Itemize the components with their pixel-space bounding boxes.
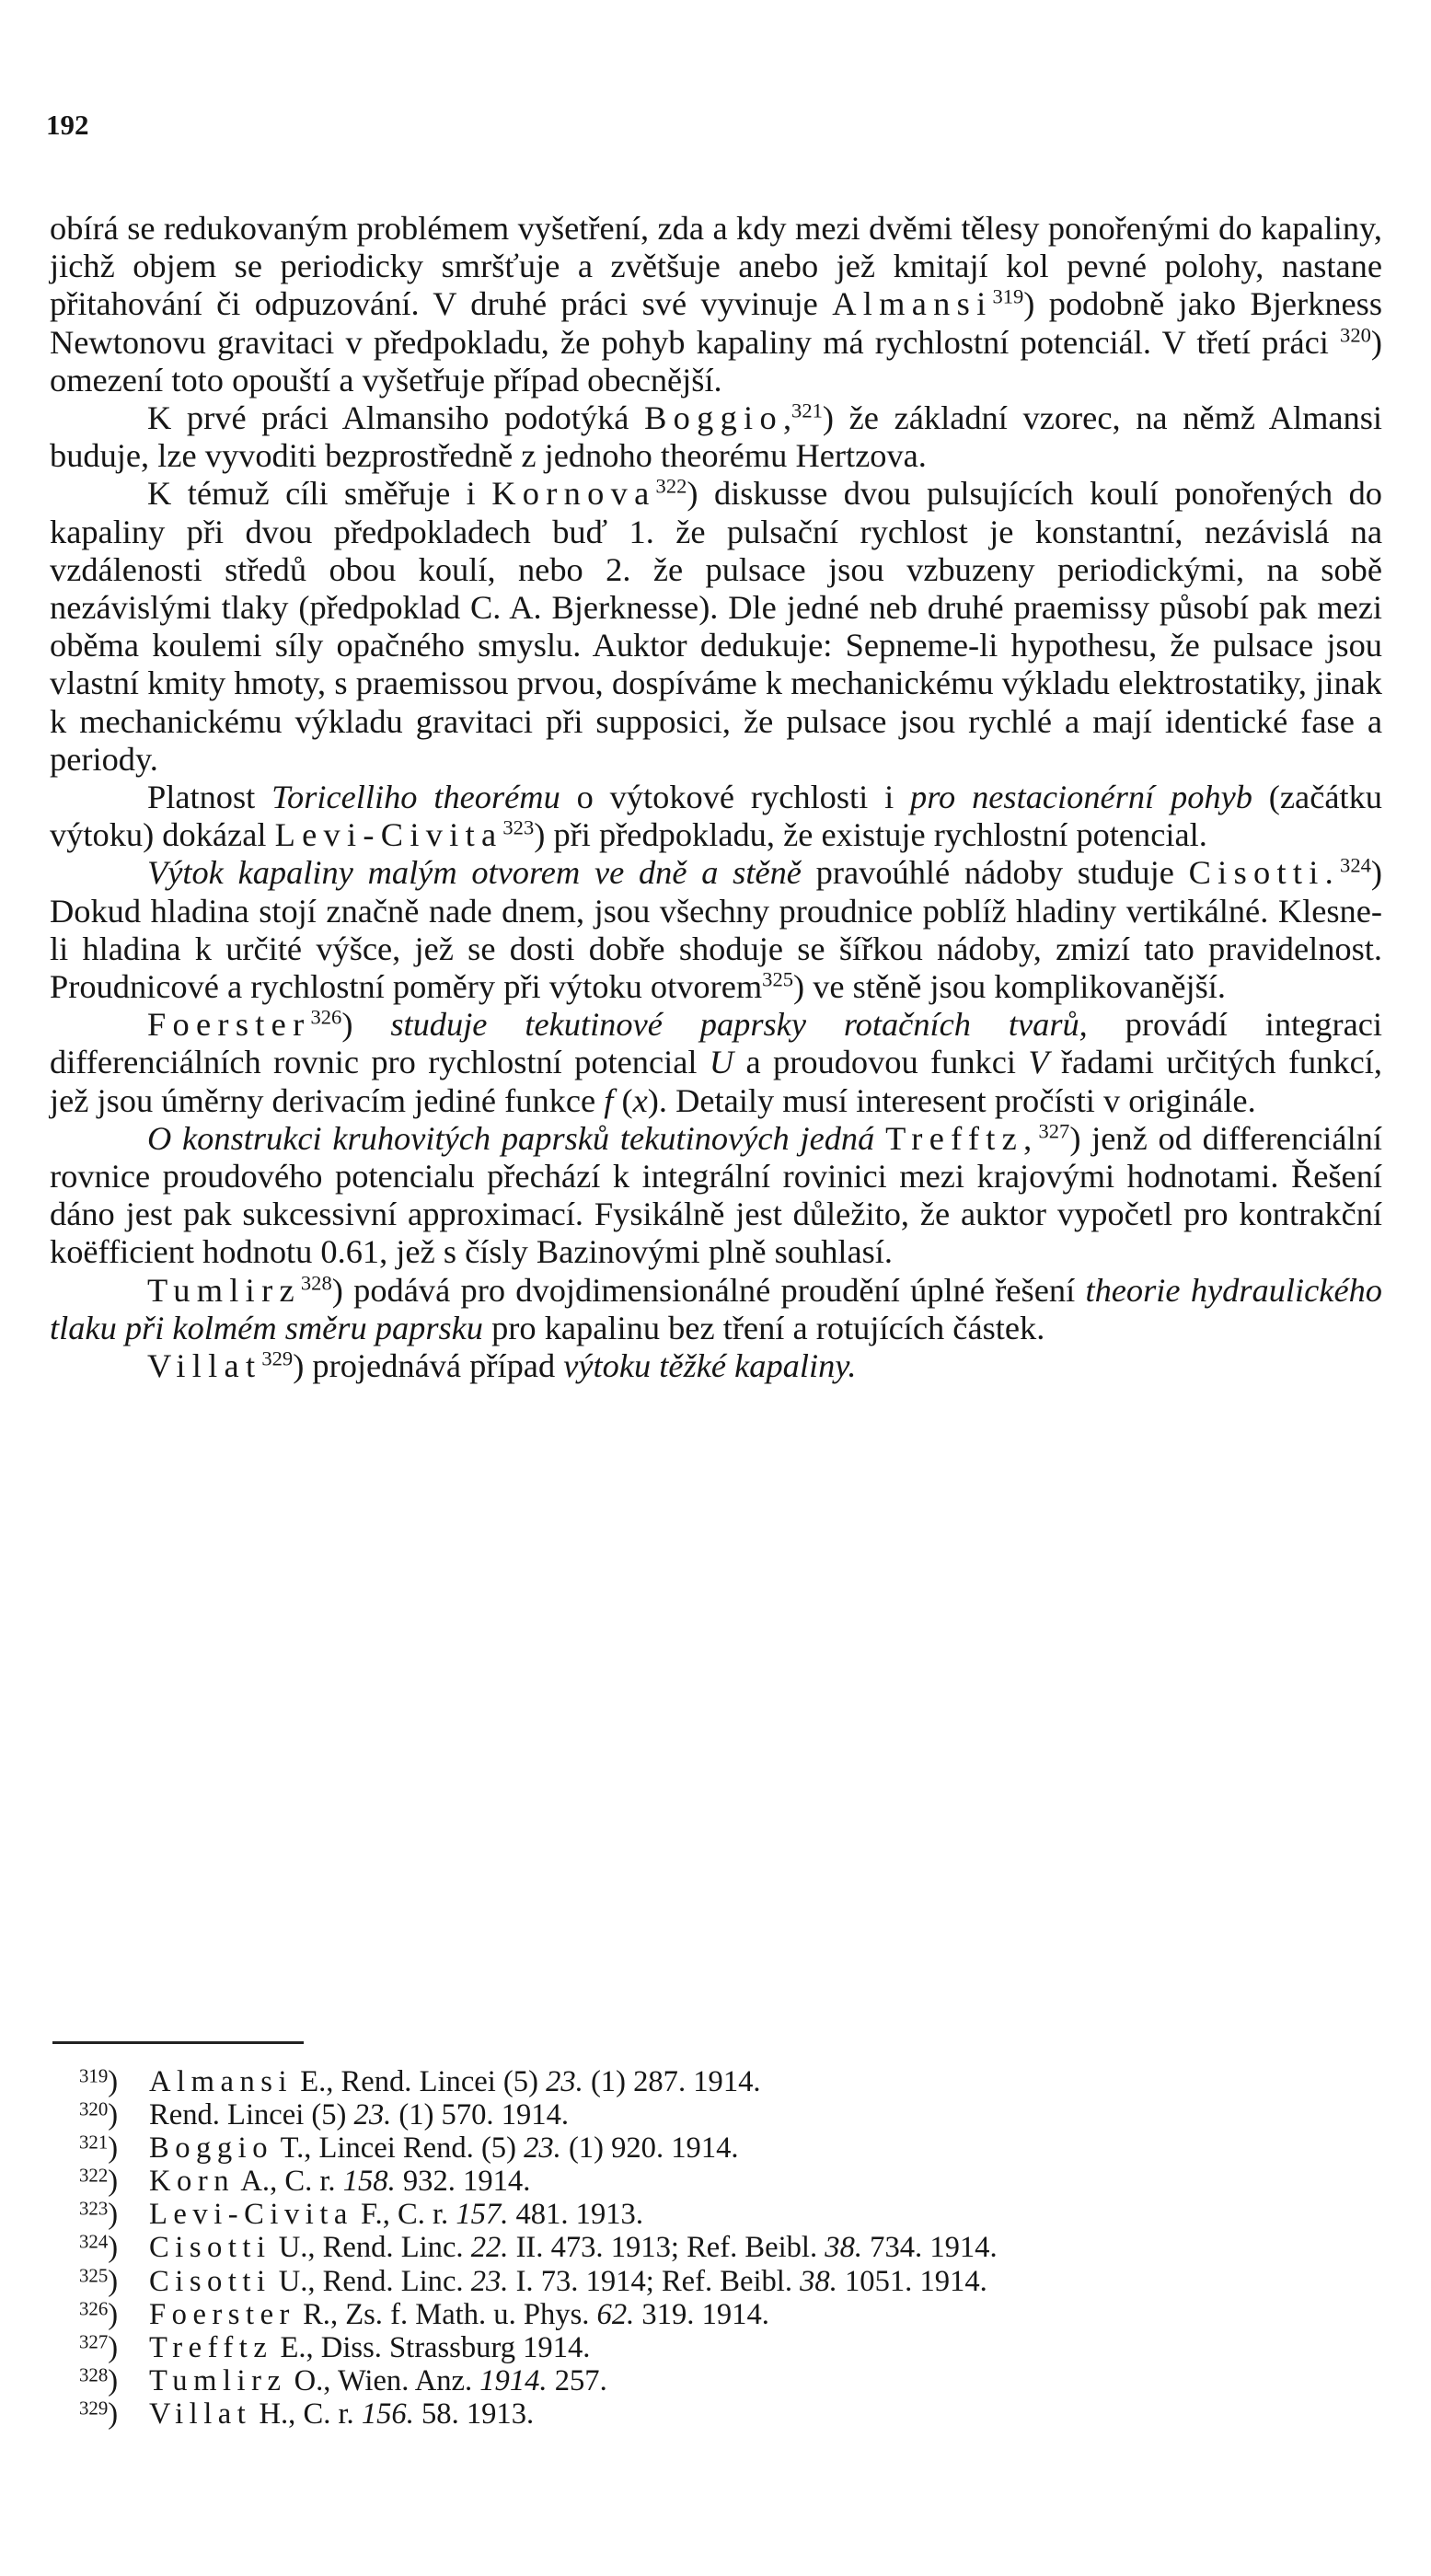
- text-run: 23.: [546, 2065, 583, 2098]
- author-name: Korn: [149, 2165, 236, 2199]
- text-run: obírá se redukovaným problémem vyšetření, zda a kdy mezi dvěmi tělesy ponořenými do kapaliny, jichž objem se periodicky smršťuje a zvětšuje anebo jež kmitají kol pevné polohy, nastane přitahování či odpuzování. V druhé práci své vyvinuje: [50, 210, 1382, 323]
- footnote: [79, 2198, 1401, 2232]
- footnote-number-value: 326: [79, 2297, 109, 2320]
- footnote-number: $^{321}$): [79, 2131, 119, 2166]
- text-run: (1) 287. 1914.: [583, 2065, 761, 2098]
- text-run: ): [341, 1006, 391, 1044]
- footnote: [79, 2264, 1401, 2298]
- text-run: ) ve stěně jsou komplikovanější.: [793, 968, 1226, 1006]
- footnote-number: $^{327}$): [79, 2330, 119, 2364]
- text-run: R., Zs. f. Math. u. Phys.: [294, 2297, 597, 2331]
- text-run: U., Rend. Linc.: [271, 2231, 471, 2265]
- footnote-number-value: 328: [79, 2363, 109, 2386]
- footnote-ref: 329: [261, 1346, 294, 1370]
- footnote-ref: 327: [1038, 1119, 1070, 1143]
- text-run: 481. 1913.: [508, 2198, 643, 2232]
- author-name: Almansi: [149, 2065, 294, 2098]
- footnote-number-value: 323: [79, 2198, 109, 2220]
- footnote: [79, 2097, 1401, 2132]
- text-run: (1) 920. 1914.: [560, 2131, 739, 2166]
- footnote-number-value: 322: [79, 2164, 109, 2187]
- text-run: ) podobně jako Bjerkness Newtonovu gravitaci v předpokladu, že pohyb kapaliny má rychlostní potenciál. V třetí práci: [50, 285, 1382, 361]
- footnote-number: $^{326}$): [79, 2297, 119, 2331]
- footnote: [79, 2397, 1401, 2431]
- author-name: Tumlirz: [149, 2363, 287, 2397]
- author-name: Boggio: [149, 2131, 274, 2166]
- text-run: Platnost: [147, 779, 272, 816]
- footnote-number-value: 320: [79, 2097, 109, 2120]
- footnote-number: $^{320}$): [79, 2097, 119, 2132]
- author-name: Foerster: [149, 2297, 295, 2331]
- author-name: Kornova: [491, 475, 656, 513]
- text-run: provádí integraci differenciálních rovnic pro rychlostní potencial: [50, 1006, 1383, 1081]
- text-run: 157.: [456, 2198, 509, 2232]
- footnote-number-value: 325: [79, 2264, 109, 2287]
- author-name: Foerster: [147, 1006, 311, 1044]
- footnote-number-value: 319: [79, 2064, 109, 2087]
- text-run: U: [709, 1044, 734, 1081]
- text-run: 1051. 1914.: [837, 2264, 987, 2298]
- text-run: K prvé práci Almansiho podotýká: [147, 399, 645, 437]
- text-run: F., C. r.: [352, 2198, 456, 2232]
- paragraph: [50, 1272, 1382, 1347]
- text-run: o výtokové rychlosti i: [560, 779, 911, 816]
- text-run: řadami určitých funkcí, jež jsou úměrny derivacím jediné funkce: [50, 1044, 1383, 1119]
- footnote: [79, 2064, 1401, 2098]
- text-run: ) že základní vzorec, na němž Almansi buduje, lze vyvoditi bezprostředně z jednoho theorému Hertzova.: [50, 399, 1383, 475]
- text-run: 62.: [596, 2297, 635, 2331]
- text-run: (1) 570. 1914.: [391, 2098, 570, 2132]
- footnote: [79, 2231, 1401, 2265]
- footnote-number-value: 321: [79, 2131, 109, 2154]
- author-name: Cisotti: [149, 2264, 271, 2298]
- footnote-number-value: 327: [79, 2330, 109, 2353]
- text-run: 23.: [470, 2264, 509, 2298]
- footnote-number: $^{322}$): [79, 2164, 119, 2199]
- paragraph: [50, 210, 1382, 399]
- footnote-ref: 319: [992, 285, 1024, 308]
- footnote: [79, 2164, 1401, 2199]
- text-run: pravoúhlé nádoby studuje: [801, 854, 1189, 892]
- text-run: (začátku výtoku) dokázal: [50, 779, 1382, 854]
- text-run: U., Rend. Linc.: [271, 2264, 471, 2298]
- text-run: O konstrukci kruhovitých paprsků tekutinových jedná: [147, 1119, 875, 1157]
- text-run: f: [604, 1081, 614, 1119]
- text-run: 932. 1914.: [395, 2165, 531, 2199]
- text-run: theorie hydraulického tlaku při kolmém směru paprsku: [50, 1271, 1382, 1346]
- paragraph: [50, 1347, 1382, 1385]
- body-text: [50, 210, 1382, 1385]
- text-run: I. 73. 1914; Ref. Beibl.: [508, 2264, 801, 2298]
- text-run: 319. 1914.: [634, 2297, 769, 2331]
- text-run: ) projednává případ: [293, 1347, 564, 1385]
- text-run: ). Detaily musí interesent pročísti v originále.: [647, 1081, 1256, 1119]
- author-name: Levi-Civita: [149, 2198, 353, 2232]
- text-run: a proudovou funkci: [733, 1044, 1029, 1081]
- text-run: výtoku těžké kapaliny.: [563, 1347, 857, 1385]
- text-run: ) podává pro dvojdimensionálné proudění úplné řešení: [331, 1271, 1086, 1309]
- text-run: ) jenž od differenciální rovnice proudového potencialu přechází k integrální rovinici mezi krajovými hodnotami. Řešení dáno jest pak sukcessivní approximací. Fysikálně jest důležito, že auktor vypočetl pro kontrakční koëfficient hodnotu 0.61, jež s čísly Bazinovými plně souhlasí.: [50, 1119, 1382, 1271]
- text-run: Toricelliho theorému: [271, 779, 560, 816]
- paragraph: [50, 779, 1382, 854]
- text-run: x: [632, 1081, 648, 1119]
- text-run: II. 473. 1913; Ref. Beibl.: [508, 2231, 825, 2265]
- text-run: O., Wien. Anz.: [286, 2363, 480, 2397]
- text-run: 38.: [825, 2231, 863, 2265]
- text-run: 734. 1914.: [862, 2231, 998, 2265]
- paragraph: [50, 399, 1382, 475]
- footnote-number: $^{323}$): [79, 2198, 119, 2232]
- text-run: E., Diss. Strassburg 1914.: [272, 2330, 591, 2364]
- footnote-ref: 328: [300, 1271, 332, 1295]
- author-name: Levi-Civita: [274, 816, 503, 854]
- author-name: Almansi: [832, 285, 993, 323]
- footnote-ref: 323: [502, 815, 535, 839]
- footnote: [79, 2363, 1401, 2397]
- footnote-number: $^{319}$): [79, 2064, 119, 2098]
- text-run: 257.: [547, 2363, 607, 2397]
- footnote-ref: 324: [1340, 854, 1371, 878]
- text-run: T., Lincei Rend. (5): [273, 2131, 525, 2166]
- footnote-ref: 325: [762, 967, 793, 991]
- text-run: (: [613, 1081, 633, 1119]
- text-run: E., Rend. Lincei (5): [293, 2065, 547, 2098]
- text-run: pro kapalinu bez tření a rotujících částek.: [483, 1309, 1045, 1346]
- text-run: Výtok kapaliny malým otvorem ve dně a stěně: [147, 854, 802, 892]
- paragraph: [50, 854, 1382, 1006]
- footnote-ref: 320: [1340, 323, 1371, 347]
- author-name: Boggio: [644, 399, 783, 437]
- text-run: A., C. r.: [235, 2165, 343, 2199]
- footnote: [79, 2297, 1401, 2331]
- author-name: Trefftz: [149, 2330, 273, 2364]
- text-run: 23.: [353, 2098, 392, 2132]
- footnote-number: $^{328}$): [79, 2363, 119, 2397]
- text-run: H., C. r.: [251, 2397, 362, 2431]
- text-run: ,: [782, 399, 792, 437]
- footnote-number-value: 324: [79, 2231, 109, 2254]
- footnote-number: $^{329}$): [79, 2397, 119, 2431]
- author-name: Cisotti.: [1188, 854, 1341, 892]
- footnote-number: $^{325}$): [79, 2264, 119, 2298]
- text-run: 158.: [342, 2165, 396, 2199]
- text-run: 38.: [800, 2264, 837, 2298]
- footnote-number-value: 329: [79, 2397, 109, 2420]
- paragraph: [50, 1120, 1382, 1272]
- text-run: K témuž cíli směřuje i: [147, 475, 492, 513]
- text-run: 22.: [470, 2231, 509, 2265]
- text-run: ) při předpokladu, že existuje rychlostní potencial.: [534, 816, 1207, 854]
- text-run: V: [1028, 1044, 1049, 1081]
- author-name: Villat: [149, 2397, 252, 2431]
- text-run: 1914.: [479, 2363, 548, 2397]
- footnote-ref: 326: [310, 1005, 342, 1029]
- page-number: 192: [46, 109, 89, 141]
- footnote-ref: 321: [791, 399, 823, 422]
- text-run: ) diskusse dvou pulsujících koulí ponořených do kapaliny při dvou předpokladech buď 1. že pulsační rychlost je konstantní, nezávislá na vzdálenosti středů obou koulí, nebo 2. že pulsace jsou vzbuzeny periodickými, na sobě nezávislými tlaky (předpoklad C. A. Bjerknesse). Dle jedné neb druhé praemissy působí pak mezi oběma koulemi síly opačného smyslu. Auktor dedukuje: Sepneme-li hypothesu, že pulsace jsou vlastní kmity hmoty, s praemissou prvou, dospíváme k mechanickému výkladu elektrostatiky, jinak k mechanickému výkladu gravitaci při supposici, že pulsace jsou rychlé a mají identické fase a periody.: [50, 475, 1382, 778]
- footnote-divider: [52, 2041, 304, 2044]
- text-run: 58. 1913.: [413, 2397, 535, 2431]
- text-run: pro nestacionérní pohyb: [910, 779, 1252, 816]
- text-run: 156.: [361, 2397, 414, 2431]
- text-run: ) omezení toto opouští a vyšetřuje případ obecnější.: [50, 323, 1382, 399]
- author-name: Cisotti: [149, 2231, 271, 2265]
- footnote-number: $^{324}$): [79, 2231, 119, 2265]
- author-name: Trefftz,: [885, 1119, 1039, 1157]
- text-run: [874, 1120, 885, 1157]
- author-name: Villat: [147, 1347, 262, 1385]
- paragraph: [50, 475, 1382, 779]
- footnote: [79, 2131, 1401, 2166]
- text-run: studuje tekutinové paprsky rotačních tvarů,: [390, 1006, 1088, 1044]
- footnotes: [79, 2064, 1401, 2431]
- paragraph: [50, 1006, 1382, 1120]
- footnote: [79, 2330, 1401, 2364]
- text-run: ) Dokud hladina stojí značně nade dnem, jsou všechny proudnice poblíž hladiny vertikálné. Klesne-li hladina k určité výšce, jež se dosti dobře shoduje se šířkou nádoby, zmizí tato pravidelnost. Proudnicové a rychlostní poměry při výtoku otvorem: [50, 854, 1382, 1006]
- text-run: Rend. Lincei (5): [149, 2098, 354, 2132]
- text-run: 23.: [524, 2131, 561, 2166]
- author-name: Tumlirz: [147, 1271, 301, 1309]
- footnote-ref: 322: [655, 475, 687, 499]
